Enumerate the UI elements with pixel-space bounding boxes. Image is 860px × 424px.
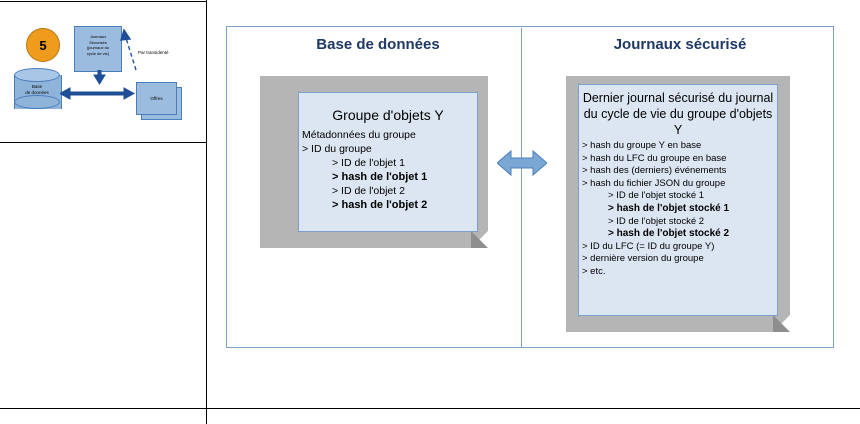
- bullet-line: > hash du LFC du groupe en base: [582, 152, 727, 164]
- step-badge: 5: [26, 28, 60, 62]
- bidirectional-arrow-icon: [497, 148, 547, 178]
- left-doc-fold-shade: [471, 231, 488, 248]
- bullet-line: > hash de l'objet stocké 1: [608, 202, 730, 214]
- bullet-line: > ID du LFC (= ID du groupe Y): [582, 240, 715, 252]
- right-box-heading: Dernier journal sécurisé du journal du cycle de vie du groupe d'objets Y: [582, 91, 774, 137]
- right-box-lines: [582, 140, 782, 279]
- panel-divider-vertical: [206, 0, 207, 424]
- bullet-line: > dernière version du groupe: [582, 253, 704, 265]
- bullet-line: > ID de l'objet 2: [332, 185, 405, 197]
- bullet-line: Métadonnées du groupe: [302, 129, 416, 141]
- bullet-line: > hash du fichier JSON du groupe: [582, 177, 726, 189]
- bullet-line: > hash de l'objet 2: [332, 199, 428, 211]
- bullet-line: > etc.: [582, 265, 606, 277]
- thumbnail-bottom-rule: [0, 142, 206, 143]
- cylinder-bottom: [14, 95, 60, 109]
- journal-box: Journaux Sécurisés (journaux du cycle de vie): [74, 26, 122, 72]
- database-label: Base de données: [25, 84, 49, 95]
- cylinder-top: [14, 68, 60, 82]
- offers-stack: [136, 82, 182, 120]
- bullet-line: > hash de l'objet stocké 2: [608, 228, 730, 240]
- thumb-arrow-down: [92, 70, 108, 86]
- slide-thumbnail[interactable]: [0, 6, 206, 142]
- bullet-line: > hash de l'objet 1: [332, 171, 428, 183]
- bullet-line: > hash des (derniers) événements: [582, 165, 727, 177]
- database-cylinder-icon: [14, 68, 62, 116]
- transit-label: Par transidenté: [138, 50, 169, 55]
- column-divider: [521, 28, 522, 348]
- bullet-line: > ID du groupe: [302, 143, 372, 155]
- thumbnail-top-rule: [0, 1, 206, 2]
- right-doc-fold-shade: [773, 315, 790, 332]
- thumb-arrow-dashed: [120, 28, 142, 74]
- bullet-line: > ID de l'objet stocké 2: [608, 215, 705, 227]
- left-box-lines: [302, 128, 478, 212]
- thumb-arrow-horizontal: [60, 86, 138, 102]
- column-title-right: Journaux sécurisé: [613, 36, 747, 53]
- bullet-line: > ID de l'objet 1: [332, 157, 405, 169]
- bullet-line: > ID de l'objet stocké 1: [608, 190, 705, 202]
- slide-bottom-rule: [0, 408, 860, 409]
- left-box-heading: Groupe d'objets Y: [332, 107, 444, 123]
- column-title-left: Base de données: [316, 36, 440, 53]
- bullet-line: > hash du groupe Y en base: [582, 140, 702, 151]
- offers-front-sheet: Offres: [136, 82, 177, 115]
